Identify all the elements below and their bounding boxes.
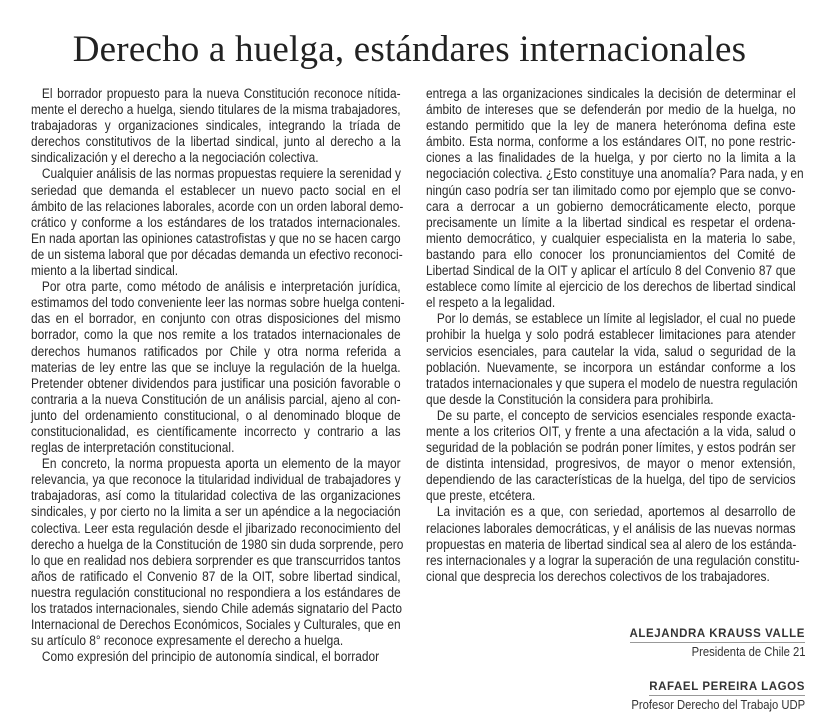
text-line: Por otra parte, como método de análisis e interpretación jurídica, bbox=[41, 279, 401, 296]
author-role: Profesor Derecho del Trabajo UDP bbox=[631, 698, 805, 712]
text-line: población. Nuevamente, se incorpora un estándar conforme a los bbox=[426, 359, 796, 376]
text-line: años de ratificado el Convenio 87 de la OIT, sobre libertad sindical, bbox=[31, 568, 401, 585]
text-line: estando permitido que la ley de manera heterónoma defina este bbox=[426, 118, 796, 135]
text-line: estimamos del todo conveniente leer las normas sobre huelga conteni- bbox=[31, 295, 405, 312]
author-role: Presidenta de Chile 21 bbox=[691, 645, 805, 659]
text-line: su artículo 8° reconoce expresamente el derecho a huelga. bbox=[31, 633, 344, 650]
text-line: Internacional de Derechos Económicos, Sociales y Culturales, que en bbox=[31, 617, 401, 634]
text-line: Como expresión del principio de autonomía sindical, el borrador bbox=[41, 649, 380, 666]
paragraph bbox=[426, 311, 819, 408]
author-name: ALEJANDRA KRAUSS VALLE bbox=[630, 628, 806, 643]
paragraph bbox=[426, 86, 819, 311]
article-title: Derecho a huelga, estándares internacionales bbox=[72, 29, 747, 70]
text-line: El borrador propuesto para la nueva Constitución reconoce nítida- bbox=[41, 86, 401, 102]
article-column-right bbox=[426, 86, 819, 585]
text-line: propuestas en materia de libertad sindical sea al alero de los estánda- bbox=[426, 536, 797, 553]
text-line: bastando para ello conocer los pronunciamientos del Comité de bbox=[426, 246, 796, 263]
paragraph bbox=[31, 86, 471, 166]
paragraph bbox=[31, 649, 471, 665]
text-line: materias de ley entre las que se incluye la regulación de la huelga. bbox=[31, 359, 401, 376]
text-line: que desde la Constitución la considera para prohibirla. bbox=[426, 391, 714, 408]
paragraph bbox=[426, 408, 819, 505]
text-line: cional que desprecia los derechos colectivos de los trabajadores. bbox=[426, 568, 770, 585]
text-line: mente el derecho a huelga, siendo titulares de la misma trabajadores, bbox=[31, 102, 401, 119]
text-line: junto del ordenamiento constitucional, o al denominado bloque de bbox=[31, 407, 401, 424]
signature-2 bbox=[612, 677, 805, 712]
text-line: los tratados internacionales, siendo Chile además signatario del Pacto bbox=[31, 601, 402, 617]
text-line: reglas de interpretación constitucional. bbox=[31, 440, 235, 457]
text-line: cara a derrocar a un gobierno democráticamente electo, porque bbox=[426, 198, 796, 215]
text-line: miento a la libertad sindical. bbox=[31, 263, 179, 280]
text-line: constitucionalidad, es científicamente incorrecto y contrario a las bbox=[31, 423, 401, 440]
text-line: relevancia, ya que reconoce la titularidad individual de trabajadores y bbox=[31, 472, 401, 489]
text-line: seriedad que demanda el establecer un nuevo pacto social en el bbox=[31, 182, 401, 199]
text-line: trabajadoras, así como la titularidad colectiva de las organizaciones bbox=[31, 488, 401, 505]
author-name: RAFAEL PEREIRA LAGOS bbox=[649, 681, 805, 696]
text-line: La invitación es a que, con seriedad, aportemos al desarrollo de bbox=[436, 504, 796, 521]
text-line: En nada aportan las opiniones catastrofistas y que no se hacen cargo bbox=[31, 230, 401, 247]
text-line: nuestra regulación constitucional no respondiera a los estándares de bbox=[31, 584, 401, 601]
text-line: ningún caso podría ser tan ilimitado como por ejemplo que se convo- bbox=[426, 182, 796, 199]
text-line: Pretender obtener dividendos para justificar una posición favorable o bbox=[31, 375, 401, 392]
text-line: Cualquier análisis de las normas propuestas requiere la serenidad y bbox=[41, 166, 401, 183]
signature-1 bbox=[630, 624, 806, 659]
text-line: que preste, etcétera. bbox=[426, 488, 536, 505]
text-line: Por lo demás, se establece un límite al legislador, el cual no puede bbox=[436, 311, 796, 328]
paragraph bbox=[31, 279, 471, 456]
text-line: seguridad de la población se podrán poner límites, y estos podrán ser bbox=[426, 440, 796, 457]
text-line: contraria a la nueva Constitución de un análisis parcial, ajeno al con- bbox=[31, 391, 401, 408]
text-line: ciones a las finalidades de la huelga, y por cierto no la limita a la bbox=[426, 150, 796, 167]
text-line: borrador, como la que nos remite a los tratados internacionales de bbox=[31, 327, 401, 344]
text-line: Libertad Sindical de la OIT y aplicar el artículo 8 del Convenio 87 que bbox=[426, 263, 796, 280]
text-line: precisamente un límite a la libertad sindical es respetar el ordena- bbox=[426, 214, 796, 231]
text-line: ámbito. Esta norma, conforme a los estándares OIT, no pone restric- bbox=[426, 134, 796, 151]
text-line: prohibir la huelga y solo podrá establecer limitaciones para atender bbox=[426, 327, 796, 344]
text-line: de un sistema laboral que por décadas demanda un efectivo reconoci- bbox=[31, 246, 403, 263]
text-line: relaciones laborales democráticas, y el análisis de las nuevas normas bbox=[426, 520, 796, 537]
text-line: res internacionales y a lograr la superación de una regulación constitu- bbox=[426, 552, 800, 569]
text-line: entrega a las organizaciones sindicales la decisión de determinar el bbox=[426, 86, 796, 102]
text-line: derechos humanos ratificados por Chile y otra norma referida a bbox=[31, 343, 401, 360]
text-line: miento democrático, y cualquier especialista en la materia lo sabe, bbox=[426, 230, 796, 247]
text-line: das en el borrador, en conjunto con otras disposiciones del mismo bbox=[31, 311, 401, 328]
text-line: En concreto, la norma propuesta aporta un elemento de la mayor bbox=[41, 456, 401, 473]
text-line: De su parte, el concepto de servicios esenciales responde exacta- bbox=[436, 407, 796, 424]
text-line: derechos constitutivos de la libertad sindical, junto al derecho a la bbox=[31, 134, 401, 151]
text-line: tratados internacionales y que supera el modelo de nuestra regulación bbox=[426, 375, 798, 392]
text-line: mente a los criterios OIT, y frente a una afectación a la vida, salud o bbox=[426, 423, 796, 440]
text-line: establece como límite al ejercicio de los derechos de libertad sindical bbox=[426, 279, 796, 296]
text-line: ámbito de las relaciones laborales, acorde con un orden laboral demo- bbox=[31, 198, 404, 215]
paragraph bbox=[426, 504, 819, 584]
text-line: lo que en realidad nos debiera sorprender es que transcurridos tantos bbox=[31, 552, 401, 569]
text-line: de distinta intensidad, progresivos, de mayor o menor extensión, bbox=[426, 456, 796, 473]
paragraph bbox=[31, 166, 471, 279]
text-line: ámbito de intereses que se defenderán por medio de la huelga, no bbox=[426, 102, 796, 119]
text-line: sindicales, y por cierto no la limita a ser un apéndice a la negociación bbox=[31, 504, 401, 521]
text-line: el respeto a la legalidad. bbox=[426, 295, 556, 312]
text-line: trabajadoras y organizaciones sindicales, integrando la tríada de bbox=[31, 118, 401, 135]
article-column-left bbox=[31, 86, 471, 665]
text-line: servicios esenciales, para cautelar la vida, salud o seguridad de la bbox=[426, 343, 796, 360]
text-line: crático y conforme a los estándares de los tratados internacionales. bbox=[31, 214, 401, 231]
paragraph bbox=[31, 456, 471, 649]
text-line: dependiendo de las características de la huelga, del tipo de servicios bbox=[426, 472, 796, 489]
text-line: derecho a huelga de la Constitución de 1980 sin duda sorprende, pero bbox=[31, 536, 404, 553]
text-line: colectiva. Leer esta regulación desde el jibarizado reconocimiento del bbox=[31, 520, 401, 537]
text-line: sindicalización y el derecho a la negociación colectiva. bbox=[31, 150, 319, 167]
text-line: negociación colectiva. ¿Esto constituye una anomalía? Para nada, y en bbox=[426, 166, 804, 183]
